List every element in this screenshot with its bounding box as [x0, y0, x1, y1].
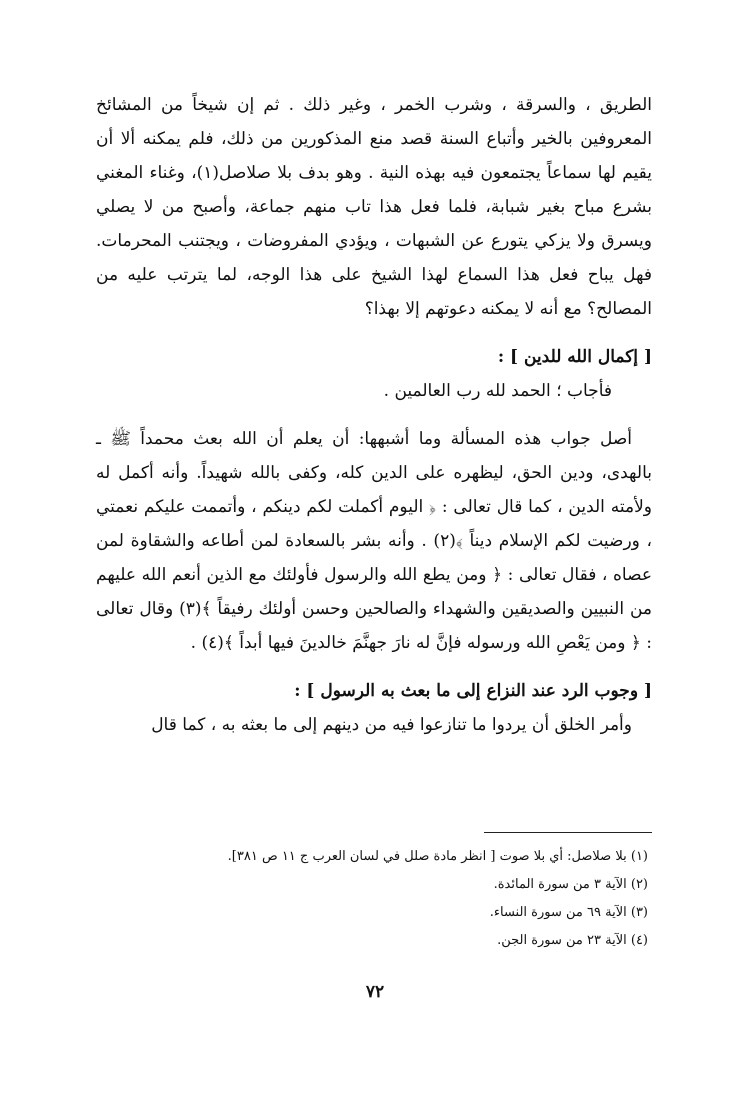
footnote-1: (١) بلا صلاصل: أي بلا صوت [ انظر مادة صلل في لسان العرب ج ١١ ص ٣٨١]. [227, 849, 648, 864]
answer-opening: فأجاب ؛ الحمد لله رب العالمين . [383, 381, 612, 401]
continuation-paragraph: وأمر الخلق أن يردوا ما تنازعوا فيه من دينهم إلى ما بعثه به ، كما قال [151, 715, 632, 735]
spacer [96, 408, 652, 422]
section-heading-completion-of-religion: [ إكمال الله للدين ] : [497, 347, 652, 367]
answer-paragraph: أصل جواب هذه المسألة وما أشبهها: أن يعلم أن الله بعث محمداً ﷺ ـ بالهدى، ودين الحق، ليظهره على الدين كله، وكفى بالله شهيداً. وأنه أكمل له ولأمته الدين ، كما قال تعالى : ﴿ اليوم أكملت لكم دينكم ، وأتممت عليكم نعمتي ، ورضيت لكم الإسلام ديناً ﴾(٢) . وأنه بشر بالسعادة لمن أطاعه والشقاوة لمن عصاه ، فقال تعالى : ﴿ ومن يطع الله والرسول فأولئك مع الذين أنعم الله عليهم من النبيين والصديقين والشهداء والصالحين وحسن أولئك رفيقاً ﴾(٣) وقال تعالى : ﴿ ومن يَعْصِ الله ورسوله فإنَّ له نارَ جهنَّمَ خالدينَ فيها أبداً ﴾(٤) . [96, 429, 652, 653]
spacer [96, 660, 652, 674]
section-heading-referral-to-messenger: [ وجوب الرد عند النزاع إلى ما بعث به الرسول ] : [294, 681, 652, 701]
footnotes-section [108, 843, 648, 955]
footnote-4: (٤) الآية ٢٣ من سورة الجن. [497, 933, 648, 948]
footnote-divider [484, 832, 652, 833]
footnote-2: (٢) الآية ٣ من سورة المائدة. [493, 877, 648, 892]
spacer [96, 326, 652, 340]
footnote-3: (٣) الآية ٦٩ من سورة النساء. [489, 905, 648, 920]
book-page-body [96, 88, 652, 742]
question-paragraph: الطريق ، والسرقة ، وشرب الخمر ، وغير ذلك . ثم إن شيخاً من المشائخ المعروفين بالخير وأتباع السنة قصد منع المذكورين من ذلك، فلم يمكنه ألا أن يقيم لها سماعاً يجتمعون فيه بهذه النية . وهو بدف بلا صلاصل(١)، وغناء المغني بشرع مباح بغير شبابة، فلما فعل هذا تاب منهم جماعة، وأصبح من لا يصلي ويسرق ولا يزكي يتورع عن الشبهات ، ويؤدي المفروضات ، ويجتنب المحرمات. فهل يباح فعل هذا السماع لهذا الشيخ على هذا الوجه، لما يترتب عليه من المصالح؟ مع أنه لا يمكنه دعوتهم إلا بهذا؟ [96, 95, 653, 319]
page-number: ٧٢ [365, 982, 385, 1002]
